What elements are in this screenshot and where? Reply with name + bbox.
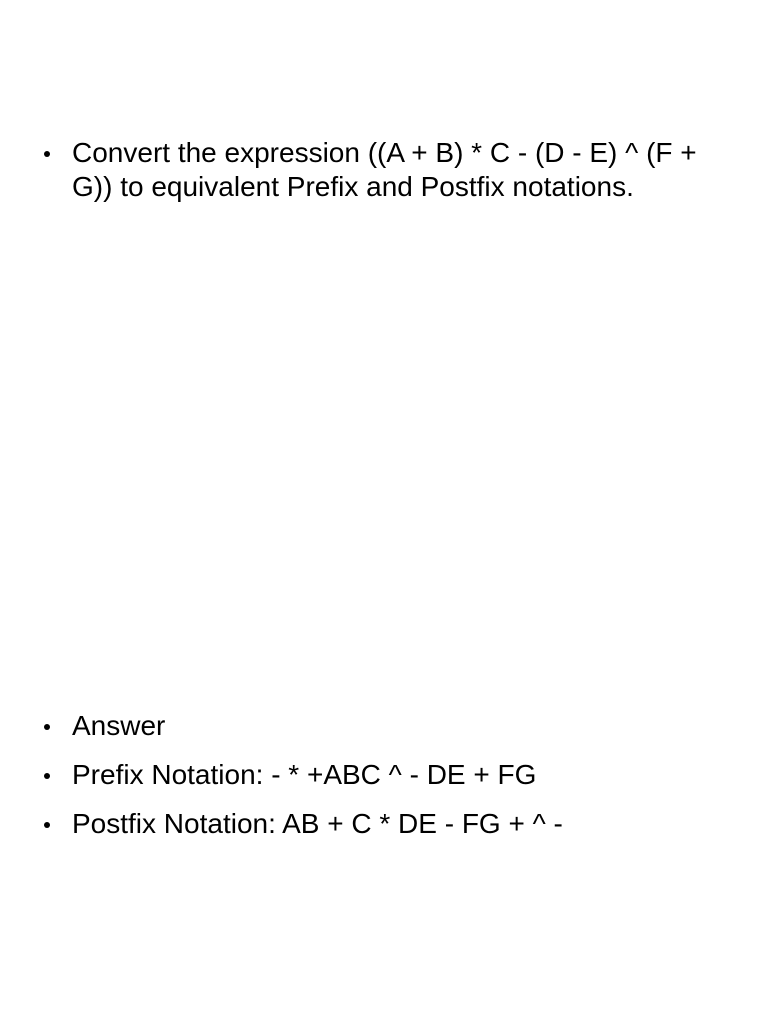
postfix-notation-item <box>0 807 563 841</box>
answer-heading: Answer <box>72 710 166 741</box>
prefix-notation-text: Prefix Notation: - * +ABC ^ - DE + FG <box>72 759 537 790</box>
bullet-dot-icon <box>44 773 50 779</box>
bullet-dot-icon <box>44 822 50 828</box>
bullet-dot-icon <box>44 724 50 730</box>
answer-list <box>0 709 563 856</box>
question-list <box>0 136 712 204</box>
question-item <box>0 136 712 204</box>
bullet-dot-icon <box>44 151 50 157</box>
answer-heading-item <box>0 709 563 743</box>
postfix-notation-text: Postfix Notation: AB + C * DE - FG + ^ - <box>72 808 563 839</box>
question-text: Convert the expression ((A + B) * C - (D - E) ^ (F + G)) to equivalent Prefix and Postfix notations. <box>72 137 697 202</box>
prefix-notation-item <box>0 758 563 792</box>
